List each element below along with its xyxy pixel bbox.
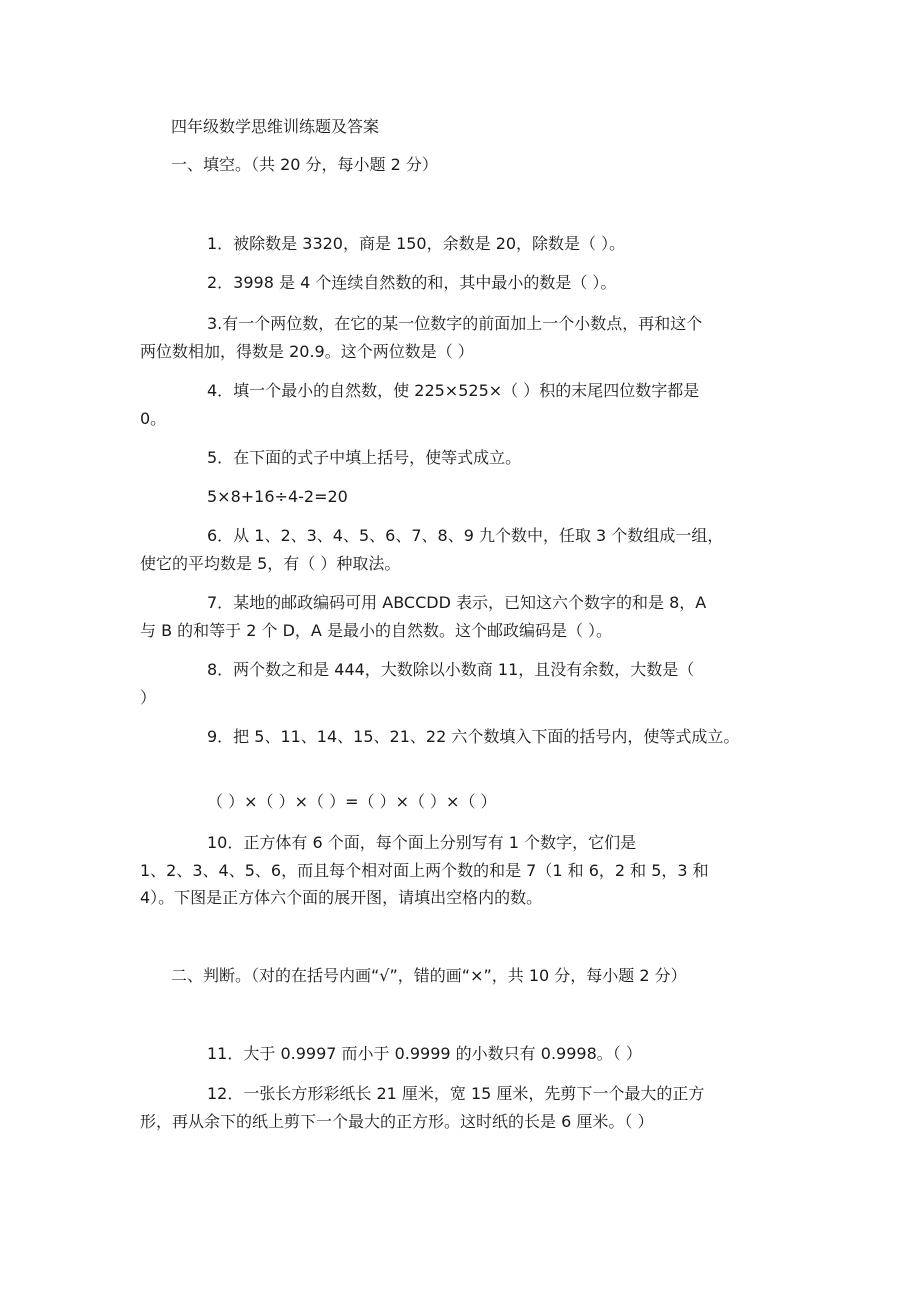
question-9: 9．把 5、11、14、15、21、22 六个数填入下面的括号内，使等式成立。	[207, 727, 740, 746]
question-12-line-2: 形，再从余下的纸上剪下一个最大的正方形。这时纸的长是 6 厘米。（ ）	[140, 1112, 654, 1131]
question-5: 5．在下面的式子中填上括号，使等式成立。	[207, 448, 522, 467]
question-11: 11．大于 0.9997 而小于 0.9999 的小数只有 0.9998。（ ）	[207, 1044, 642, 1063]
question-12-line-1: 12．一张长方形彩纸长 21 厘米，宽 15 厘米，先剪下一个最大的正方	[207, 1084, 705, 1103]
question-3-line-2: 两位数相加，得数是 20.9。这个两位数是（ ）	[140, 342, 474, 361]
question-10-line-3: 4）。下图是正方体六个面的展开图，请填出空格内的数。	[140, 888, 543, 907]
question-8-line-1: 8．两个数之和是 444，大数除以小数商 11，且没有余数，大数是（	[207, 660, 695, 679]
question-10-line-2: 1、2、3、4、5、6，而且每个相对面上两个数的和是 7（1 和 6，2 和 5，3 和	[140, 861, 709, 880]
question-7-line-2: 与 B 的和等于 2 个 D，A 是最小的自然数。这个邮政编码是（ ）。	[140, 621, 613, 640]
question-4-line-1: 4．填一个最小的自然数，使 225×525×（ ）积的末尾四位数字都是	[207, 381, 700, 400]
question-6-line-2: 使它的平均数是 5，有（ ）种取法。	[140, 554, 401, 573]
section-2-heading: 二、判断。（对的在括号内画“√”，错的画“×”，共 10 分，每小题 2 分）	[171, 966, 687, 985]
question-3-line-1: 3.有一个两位数，在它的某一位数字的前面加上一个小数点，再和这个	[207, 314, 703, 333]
question-1: 1．被除数是 3320，商是 150，余数是 20，除数是（ ）。	[207, 234, 626, 253]
document-title: 四年级数学思维训练题及答案	[171, 117, 380, 136]
question-4-line-2: 0。	[140, 409, 167, 428]
question-8-line-2: ）	[140, 688, 157, 707]
question-5-expression: 5×8+16÷4-2=20	[207, 487, 348, 506]
question-6-line-1: 6．从 1、2、3、4、5、6、7、8、9 九个数中，任取 3 个数组成一组，	[207, 526, 724, 545]
question-2: 2．3998 是 4 个连续自然数的和，其中最小的数是（ ）。	[207, 273, 617, 292]
question-10-line-1: 10．正方体有 6 个面，每个面上分别写有 1 个数字，它们是	[207, 833, 637, 852]
question-7-line-1: 7．某地的邮政编码可用 ABCCDD 表示，已知这六个数字的和是 8，A	[207, 593, 707, 612]
section-1-heading: 一、填空。（共 20 分，每小题 2 分）	[171, 155, 438, 174]
question-9-expression: （ ）×（ ）×（ ）=（ ）×（ ）×（ ）	[207, 792, 497, 811]
